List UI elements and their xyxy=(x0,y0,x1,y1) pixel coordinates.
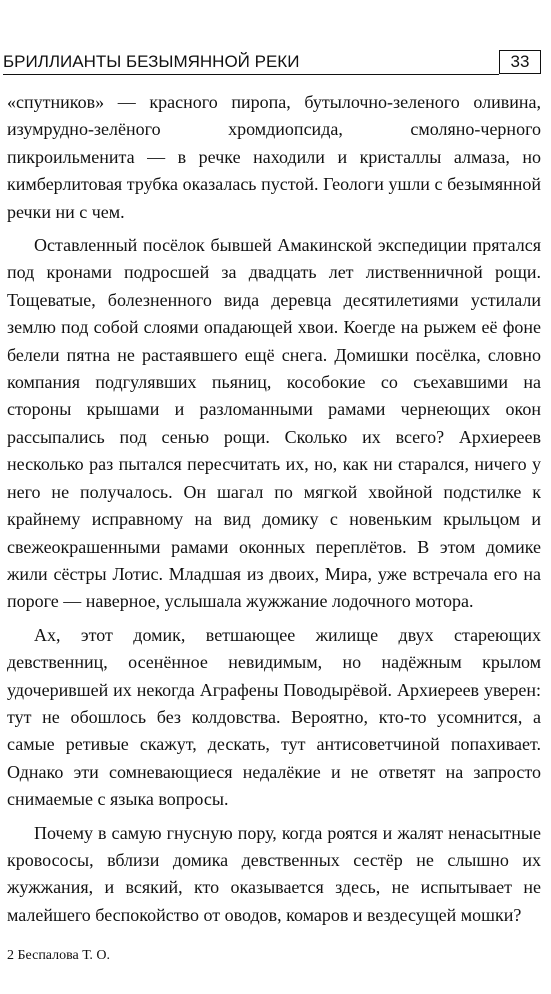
paragraph: Оставленный посёлок бывшей Амакинской экспедиции прятался под кронами подросшей за двадцать лет лиственничной рощи. Тощеватые, болезненного вида деревца десятилетиями устилали землю под собой слоями опадающей хвои. Коегде на рыжем её фоне белели пятна не растаявшего ещё снега. Домишки посёлка, словно компания подгулявших пьяниц, кособокие со съехавшими на стороны крышами и разломанными рамами чернеющих окон рассыпались под сенью рощи. Сколько их всего? Архиереев несколько раз пытался пересчитать их, но, как ни старался, ничего у него не получалось. Он шагал по мягкой хвойной подстилке к крайнему исправному на вид домику с новеньким крыльцом и свежеокрашенными рамами оконных переплётов. В этом домике жили сёстры Лотис. Младшая из двоих, Мира, уже встречала его на пороге — наверное, услышала жужжание лодочного мотора. xyxy=(7,235,541,612)
page-body xyxy=(7,89,541,935)
page-number: 33 xyxy=(499,50,541,74)
paragraph: Почему в самую гнусную пору, когда роятся и жалят ненасытные кровососы, вблизи домика девственных сестёр не слышно их жужжания, и всякий, кто оказывается здесь, не испытывает не малейшего беспокойство от оводов, комаров и вездесущей мошки? xyxy=(7,822,541,925)
running-header xyxy=(3,50,545,78)
paragraph: Ах, этот домик, ветшающее жилище двух стареющих девственниц, осенённое невидимым, но надёжным крылом удочерившей их некогда Аграфены Поводырёвой. Архиереев уверен: тут не обошлось без колдовства. Вероятно, кто-то усомнится, а самые ретивые скажут, дескать, тут антисоветчиной попахивает. Однако эти сомневающиеся недалёкие и не ответят на запросто снимаемые с языка вопросы. xyxy=(7,624,541,810)
footer-signature: 2 Беспалова Т. О. xyxy=(7,948,111,963)
paragraph: «спутников» — красного пиропа, бутылочно-зеленого оливина, изумрудно-зелёного хромдиопсида, смоляно-черного пикроильменита — в речке находили и кристаллы алмаза, но кимберлитовая трубка оказалась пустой. Геологи ушли с безымянной речки ни с чем. xyxy=(7,92,541,222)
header-rule xyxy=(3,74,499,75)
running-title: БРИЛЛИАНТЫ БЕЗЫМЯННОЙ РЕКИ xyxy=(3,52,300,71)
